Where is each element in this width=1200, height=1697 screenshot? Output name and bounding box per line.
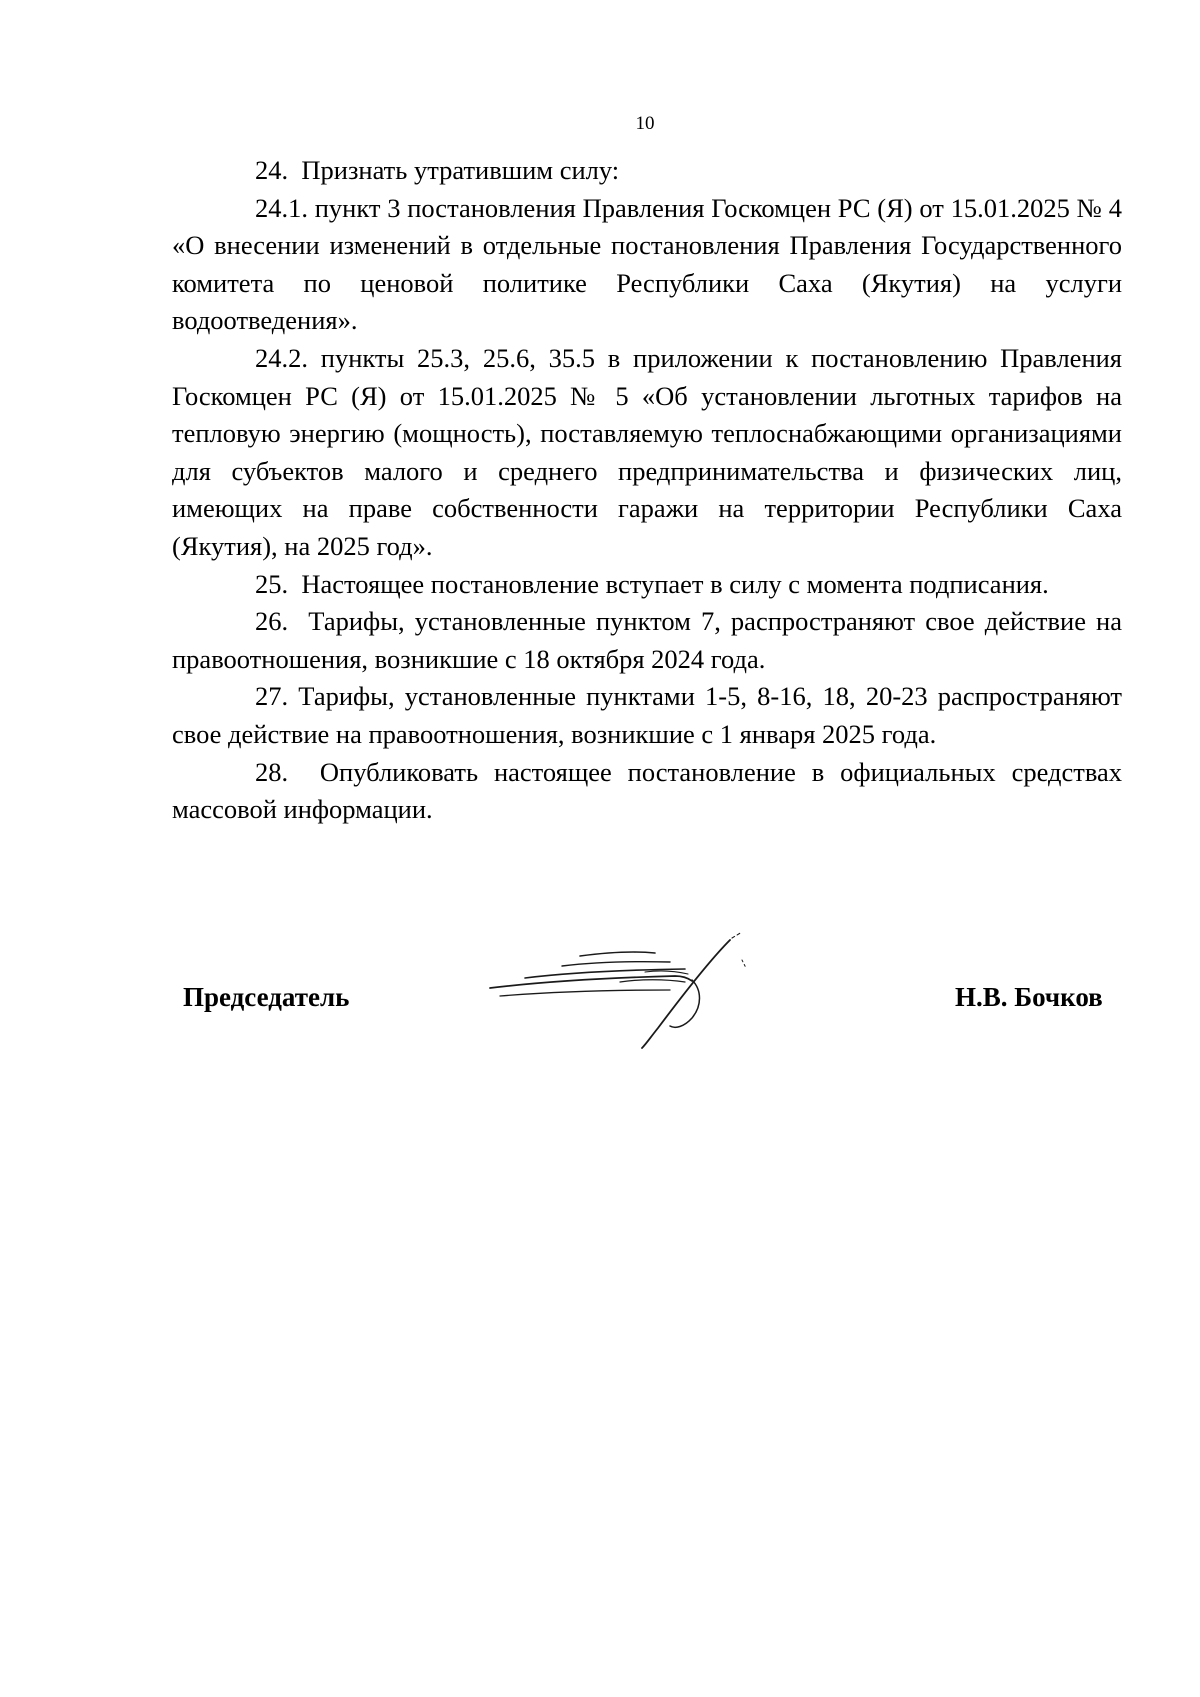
signer-title: Председатель [183, 982, 350, 1012]
paragraph-27: 27. Тарифы, установленные пунктами 1-5, 8-16, 18, 20-23 распространяют свое действие на правоотношения, возникшие с 1 января 2025 года. [172, 681, 1122, 749]
paragraph-25: 25. Настоящее постановление вступает в силу с момента подписания. [255, 568, 1049, 599]
signature-block [0, 900, 1200, 1040]
page-number: 10 [635, 113, 655, 134]
document-body [172, 152, 1122, 829]
paragraph-24: 24. Признать утратившим силу: [255, 155, 620, 185]
handwritten-signature-icon [470, 932, 800, 1052]
paragraph-26: 26. Тарифы, установленные пунктом 7, распространяют свое действие на правоотношения, возникшие с 18 октября 2024 года. [172, 606, 1122, 674]
paragraph-24-2: 24.2. пункты 25.3, 25.6, 35.5 в приложении к постановлению Правления Госкомцен РС (Я) от 15.01.2025 № 5 «Об установлении льготных тарифов на тепловую энергию (мощность), поставляемую теплоснабжающими организациями для субъектов малого и среднего предпринимательства и физических лиц, имеющих на праве собственности гаражи на территории Республики Саха (Якутия), на 2025 год». [172, 342, 1122, 561]
paragraph-24-1: 24.1. пункт 3 постановления Правления Госкомцен РС (Я) от 15.01.2025 № 4 «О внесении изменений в отдельные постановления Правления Государственного комитета по ценовой политике Республики Саха (Якутия) на услуги водоотведения». [172, 192, 1122, 336]
paragraph-28: 28. Опубликовать настоящее постановление в официальных средствах массовой информации. [172, 756, 1122, 825]
signer-name: Н.В. Бочков [955, 982, 1103, 1012]
